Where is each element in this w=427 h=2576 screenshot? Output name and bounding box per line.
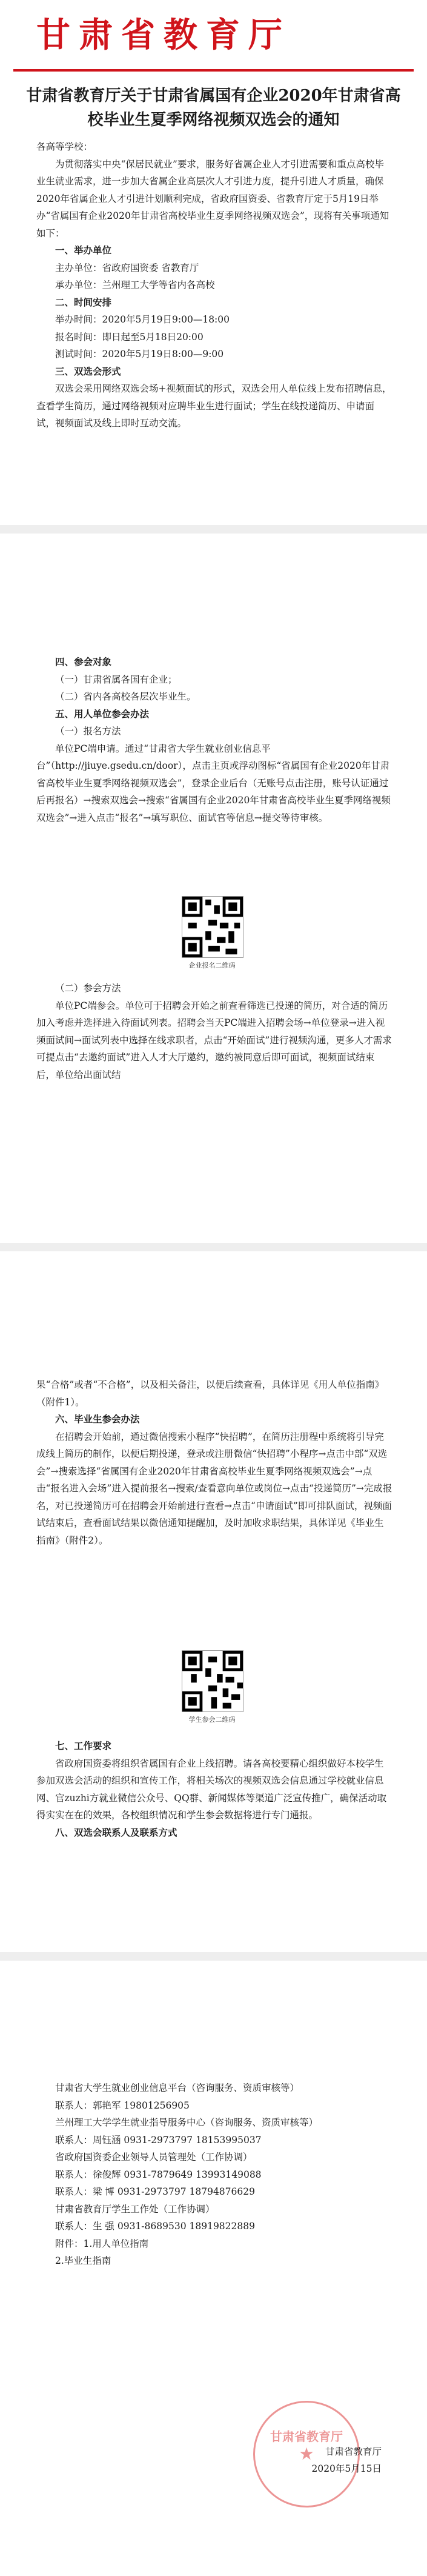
paragraph: 果“合格”或者“不合格”，以及相关备注，以便后续查看，具体详见《用人单位指南》（附件1）。 bbox=[36, 1379, 385, 1408]
paragraph: 联系人：郭艳军 19801256905 bbox=[55, 2099, 190, 2111]
paragraph: （二）省内各高校各层次毕业生。 bbox=[55, 691, 196, 702]
paragraph: 附件：1.用人单位指南 bbox=[55, 2238, 149, 2249]
paragraph: 三、双选会形式 bbox=[55, 365, 121, 377]
letterhead bbox=[0, 0, 427, 74]
paragraph: 联系人：生 强 0931-8689530 18919822889 bbox=[55, 2221, 255, 2232]
page-gap bbox=[0, 1243, 427, 1251]
paragraph: 七、工作要求 bbox=[55, 1740, 112, 1751]
paragraph: 联系人：周钰涵 0931-2973797 18153995037 bbox=[55, 2134, 262, 2146]
p5-body bbox=[36, 2079, 392, 2270]
p1-body bbox=[36, 138, 392, 432]
page-gap bbox=[0, 1952, 427, 1961]
paragraph: （一）报名方法 bbox=[55, 726, 121, 737]
paragraph: 举办时间：2020年5月19日9:00—18:00 bbox=[55, 314, 230, 325]
paragraph: 兰州理工大学学生就业指导服务中心（咨询服务、资质审核等） bbox=[55, 2117, 319, 2128]
paragraph: 一、举办单位 bbox=[55, 244, 112, 256]
paragraph: 测试时间：2020年5月19日8:00—9:00 bbox=[55, 349, 224, 360]
p3-body bbox=[36, 654, 392, 826]
paragraph: （一）甘肃省属各国有企业； bbox=[55, 674, 177, 685]
paragraph: 省政府国资委将组织省属国有企业上线招聘。请各高校要精心组织做好本校学生参加双选会活动的组织和宣传工作，将相关场次的视频双选会信息通过学校就业信息网、官zuzhi方就业微信公众号、QQ群、新闻媒体等渠道广泛宣传推广，确保活动取得实实在在的效果，各校组织情况和学生参会数据将进行专门通报。 bbox=[36, 1758, 387, 1821]
paragraph: 2.毕业生指南 bbox=[55, 2255, 111, 2266]
p4b-body bbox=[36, 1738, 392, 1841]
paragraph: 主办单位：省政府国资委 省教育厅 bbox=[55, 262, 199, 273]
page-2 bbox=[0, 606, 427, 1297]
paragraph: 承办单位：兰州理工大学等省内各高校 bbox=[55, 279, 215, 290]
paragraph: 八、双选会联系人及联系方式 bbox=[55, 1826, 177, 1838]
paragraph: 报名时间：即日起至5月18日20:00 bbox=[55, 331, 204, 343]
p3b-body bbox=[36, 980, 392, 1083]
paragraph: 双选会采用网络双选会场+视频面试的形式，双选会用人单位线上发布招聘信息，查看学生简历，通过网络视频对应聘毕业生进行面试；学生在线投递简历、申请面试，视频面试及线上即时互动交流。 bbox=[36, 383, 392, 429]
signature bbox=[230, 2443, 382, 2477]
page-3 bbox=[0, 1328, 427, 1946]
p4-body bbox=[36, 1376, 392, 1549]
paragraph: 四、参会对象 bbox=[55, 656, 112, 667]
paragraph: 单位PC端申请。通过“甘肃省大学生就业创业信息平台”（http://jiuye.gsedu.cn/door），点击主页或浮动图标“省属国有企业2020年甘肃省高校毕业生夏季网络视频双选会”，登录企业后台（无账号点击注册，账号认证通过后再报名）→搜索双选会→搜索“省属国有企业2020年甘肃省高校毕业生夏季网络视频双选会”→进入点击“报名”→填写职位、面试官等信息→提交等待审核。 bbox=[36, 743, 391, 823]
star-icon: ★ bbox=[299, 2444, 314, 2464]
paragraph: 六、毕业生参会办法 bbox=[55, 1413, 140, 1425]
paragraph: 联系人：徐俊辉 0931-7879649 13993149088 bbox=[55, 2169, 262, 2180]
page-gap bbox=[0, 525, 427, 534]
signature-date: 2020年5月15日 bbox=[311, 2463, 382, 2474]
paragraph: 二、时间安排 bbox=[55, 296, 112, 308]
qr-caption-enterprise: 企业报名二维码 bbox=[188, 962, 236, 969]
paragraph: 五、用人单位参会办法 bbox=[55, 708, 150, 720]
qr-code-enterprise bbox=[182, 896, 243, 958]
page-4 bbox=[0, 2025, 427, 2576]
signature-org: 甘肃省教育厅 bbox=[325, 2446, 382, 2457]
paragraph: 联系人：梁 博 0931-2973797 18794876629 bbox=[55, 2186, 255, 2197]
paragraph: 各高等学校： bbox=[36, 141, 93, 152]
paragraph: 在招聘会开始前，通过微信搜索小程序“快招聘”，在简历注册程中系统将引导完成线上简历的制作，以便后期投递，登录或注册微信“快招聘”小程序→点击中部“双选会”→搜索选择“省属国有企业2020年甘肃省高校毕业生夏季网络视频双选会”→点击“报名进入会场”进入提前报名→搜索/查看意向单位或岗位→点击“投递简历”→完成报名，对已投递简历可在招聘会开始前进行查看→点击“申请面试”即可排队面试，视频面试结束后，查看面试结果以微信通知提醒加，及时加收求职结果，具体详见《毕业生指南》（附件2）。 bbox=[36, 1431, 392, 1546]
qr-caption-student: 学生参会二维码 bbox=[188, 1716, 236, 1724]
paragraph: 省政府国资委企业领导人员管理处（工作协调） bbox=[55, 2152, 253, 2163]
paragraph: 甘肃省教育厅学生工作处（工作协调） bbox=[55, 2203, 215, 2215]
red-rule bbox=[13, 69, 414, 72]
paragraph: （二）参会方法 bbox=[55, 983, 121, 994]
paragraph: 单位PC端参会。单位可于招聘会开始之前查看筛选已投递的简历，对合适的简历加入考虑并选择进入待面试列表。招聘会当天PC端进入招聘会场→单位登录→进入视频面试间→面试列表中选择在线求职者，点击“开始面试”进行视频沟通，更多人才需求可提点击“去邀约面试”进入人才大厅邀约，邀约被同意后即可面试，视频面试结束后，单位给出面试结 bbox=[36, 1000, 392, 1080]
qr-code-student bbox=[182, 1650, 243, 1712]
page-1 bbox=[0, 0, 427, 534]
qr-pattern bbox=[182, 897, 243, 957]
paragraph: 为贯彻落实中央“保居民就业”要求，服务好省属企业人才引进需要和重点高校毕业生就业需求，进一步加大省属企业高层次人才引进力度，提升引进人才质量，确保2020年省属企业人才引进计划顺利完成，省政府国资委、省教育厅定于5月19日举办“省属国有企业2020年甘肃省高校毕业生夏季网络视频双选会”，现将有关事项通知如下： bbox=[36, 158, 389, 239]
paragraph: 甘肃省大学生就业创业信息平台（咨询服务、资质审核等） bbox=[55, 2083, 300, 2093]
doc-title: 甘肃省教育厅关于甘肃省属国有企业2020年甘肃省高校毕业生夏季网络视频双选会的通知 bbox=[26, 87, 401, 129]
letterhead-org: 甘肃省教育厅 bbox=[36, 15, 291, 55]
seal-text: 甘肃省教育厅 bbox=[270, 2429, 343, 2444]
qr-pattern bbox=[182, 1651, 243, 1711]
